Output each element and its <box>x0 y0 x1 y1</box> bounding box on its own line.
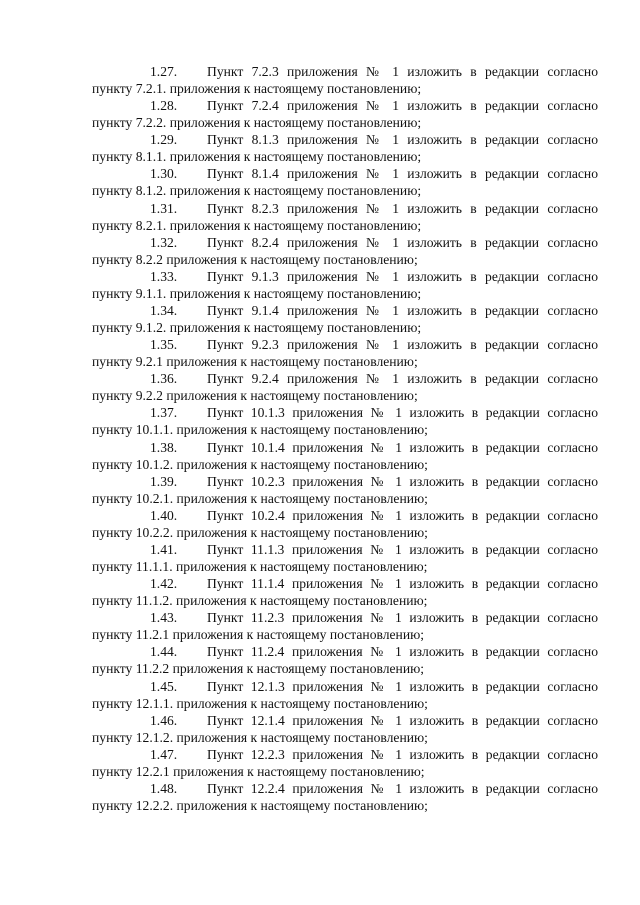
clause-number: 1.28. <box>150 98 178 114</box>
clause-list <box>92 63 598 814</box>
clause-continuation-text: пункту 10.2.2. приложения к настоящему постановлению; <box>92 524 428 540</box>
clause-item <box>92 97 598 131</box>
clause-number: 1.43. <box>150 610 178 626</box>
clause-heading-text: Пункт 8.1.4 приложения № 1 изложить в редакции согласно <box>207 166 598 182</box>
clause-item <box>92 746 598 780</box>
clause-item <box>92 302 598 336</box>
clause-item <box>92 609 598 643</box>
clause-first-line <box>92 234 598 251</box>
clause-continuation-text: пункту 12.1.2. приложения к настоящему постановлению; <box>92 729 428 745</box>
clause-number: 1.41. <box>150 541 178 557</box>
clause-item <box>92 234 598 268</box>
clause-first-line <box>92 97 598 114</box>
clause-item <box>92 439 598 473</box>
clause-continuation-text: пункту 12.2.1 приложения к настоящему постановлению; <box>92 763 425 779</box>
clause-heading-text: Пункт 9.2.3 приложения № 1 изложить в редакции согласно <box>207 337 598 353</box>
clause-continuation-text: пункту 11.1.1. приложения к настоящему постановлению; <box>92 558 428 574</box>
clause-heading-text: Пункт 12.2.3 приложения № 1 изложить в редакции согласно <box>207 746 598 762</box>
clause-heading-text: Пункт 10.1.4 приложения № 1 изложить в редакции согласно <box>207 439 598 455</box>
clause-first-line <box>92 712 598 729</box>
clause-continuation-text: пункту 10.1.1. приложения к настоящему постановлению; <box>92 422 428 438</box>
clause-item <box>92 200 598 234</box>
clause-heading-text: Пункт 8.2.3 приложения № 1 изложить в редакции согласно <box>207 200 598 216</box>
clause-item <box>92 780 598 814</box>
clause-heading-text: Пункт 11.1.4 приложения № 1 изложить в редакции согласно <box>207 576 598 592</box>
clause-number: 1.30. <box>150 166 178 182</box>
clause-continuation-text: пункту 9.2.1 приложения к настоящему постановлению; <box>92 354 418 370</box>
clause-heading-text: Пункт 10.2.4 приложения № 1 изложить в редакции согласно <box>207 507 598 523</box>
clause-number: 1.33. <box>150 268 178 284</box>
clause-item <box>92 268 598 302</box>
clause-number: 1.42. <box>150 576 178 592</box>
clause-continuation-text: пункту 11.2.2 приложения к настоящему постановлению; <box>92 661 425 677</box>
clause-heading-text: Пункт 12.2.4 приложения № 1 изложить в редакции согласно <box>207 780 598 796</box>
clause-item <box>92 643 598 677</box>
clause-item <box>92 473 598 507</box>
clause-item <box>92 507 598 541</box>
clause-heading-text: Пункт 9.1.4 приложения № 1 изложить в редакции согласно <box>207 302 598 318</box>
clause-number: 1.39. <box>150 473 178 489</box>
clause-continuation-text: пункту 12.2.2. приложения к настоящему постановлению; <box>92 797 428 813</box>
clause-heading-text: Пункт 11.2.3 приложения № 1 изложить в редакции согласно <box>207 610 598 626</box>
clause-continuation-text: пункту 8.2.1. приложения к настоящему постановлению; <box>92 217 422 233</box>
clause-continuation-text: пункту 7.2.2. приложения к настоящему постановлению; <box>92 115 422 131</box>
clause-item <box>92 575 598 609</box>
clause-first-line <box>92 507 598 524</box>
clause-first-line <box>92 268 598 285</box>
clause-heading-text: Пункт 8.1.3 приложения № 1 изложить в редакции согласно <box>207 132 598 148</box>
clause-number: 1.44. <box>150 644 178 660</box>
clause-heading-text: Пункт 8.2.4 приложения № 1 изложить в редакции согласно <box>207 234 598 250</box>
clause-heading-text: Пункт 9.2.4 приложения № 1 изложить в редакции согласно <box>207 371 598 387</box>
clause-number: 1.27. <box>150 64 178 79</box>
clause-first-line <box>92 780 598 797</box>
clause-first-line <box>92 643 598 660</box>
clause-number: 1.47. <box>150 746 178 762</box>
clause-item <box>92 63 598 97</box>
clause-first-line <box>92 404 598 421</box>
clause-heading-text: Пункт 11.1.3 приложения № 1 изложить в редакции согласно <box>207 541 598 557</box>
clause-continuation-text: пункту 8.1.2. приложения к настоящему постановлению; <box>92 183 422 199</box>
clause-number: 1.31. <box>150 200 178 216</box>
clause-continuation-text: пункту 9.2.2 приложения к настоящему постановлению; <box>92 388 418 404</box>
clause-first-line <box>92 541 598 558</box>
clause-number: 1.36. <box>150 371 178 387</box>
clause-heading-text: Пункт 10.1.3 приложения № 1 изложить в редакции согласно <box>207 405 598 421</box>
clause-number: 1.29. <box>150 132 178 148</box>
clause-first-line <box>92 609 598 626</box>
clause-continuation-text: пункту 9.1.1. приложения к настоящему постановлению; <box>92 285 422 301</box>
clause-number: 1.40. <box>150 507 178 523</box>
clause-item <box>92 336 598 370</box>
clause-continuation-text: пункту 7.2.1. приложения к настоящему постановлению; <box>92 81 422 96</box>
clause-first-line <box>92 439 598 456</box>
clause-item <box>92 712 598 746</box>
clause-heading-text: Пункт 9.1.3 приложения № 1 изложить в редакции согласно <box>207 268 598 284</box>
clause-item <box>92 370 598 404</box>
clause-first-line <box>92 370 598 387</box>
clause-continuation-text: пункту 12.1.1. приложения к настоящему постановлению; <box>92 695 428 711</box>
clause-first-line <box>92 678 598 695</box>
clause-heading-text: Пункт 11.2.4 приложения № 1 изложить в редакции согласно <box>207 644 598 660</box>
clause-continuation-text: пункту 8.1.1. приложения к настоящему постановлению; <box>92 149 422 165</box>
clause-first-line <box>92 131 598 148</box>
clause-number: 1.32. <box>150 234 178 250</box>
clause-continuation-text: пункту 8.2.2 приложения к настоящему постановлению; <box>92 251 418 267</box>
clause-first-line <box>92 575 598 592</box>
clause-number: 1.45. <box>150 678 178 694</box>
clause-continuation-text: пункту 9.1.2. приложения к настоящему постановлению; <box>92 319 422 335</box>
clause-first-line <box>92 746 598 763</box>
clause-first-line <box>92 165 598 182</box>
clause-number: 1.46. <box>150 712 178 728</box>
clause-first-line <box>92 473 598 490</box>
clause-number: 1.37. <box>150 405 178 421</box>
clause-heading-text: Пункт 12.1.4 приложения № 1 изложить в редакции согласно <box>207 712 598 728</box>
clause-continuation-text: пункту 10.2.1. приложения к настоящему постановлению; <box>92 490 428 506</box>
clause-number: 1.35. <box>150 337 178 353</box>
clause-continuation-text: пункту 11.1.2. приложения к настоящему постановлению; <box>92 593 428 609</box>
clause-heading-text: Пункт 10.2.3 приложения № 1 изложить в редакции согласно <box>207 473 598 489</box>
clause-first-line <box>92 336 598 353</box>
clause-item <box>92 404 598 438</box>
clause-heading-text: Пункт 7.2.3 приложения № 1 изложить в редакции согласно <box>207 64 598 79</box>
clause-first-line <box>92 302 598 319</box>
clause-heading-text: Пункт 7.2.4 приложения № 1 изложить в редакции согласно <box>207 98 598 114</box>
clause-first-line <box>92 200 598 217</box>
clause-number: 1.38. <box>150 439 178 455</box>
clause-item <box>92 131 598 165</box>
clause-continuation-text: пункту 10.1.2. приложения к настоящему постановлению; <box>92 456 428 472</box>
clause-first-line <box>92 63 598 80</box>
clause-item <box>92 165 598 199</box>
clause-continuation-text: пункту 11.2.1 приложения к настоящему постановлению; <box>92 627 425 643</box>
clause-item <box>92 678 598 712</box>
clause-number: 1.34. <box>150 302 178 318</box>
clause-number: 1.48. <box>150 780 178 796</box>
clause-item <box>92 541 598 575</box>
clause-heading-text: Пункт 12.1.3 приложения № 1 изложить в редакции согласно <box>207 678 598 694</box>
